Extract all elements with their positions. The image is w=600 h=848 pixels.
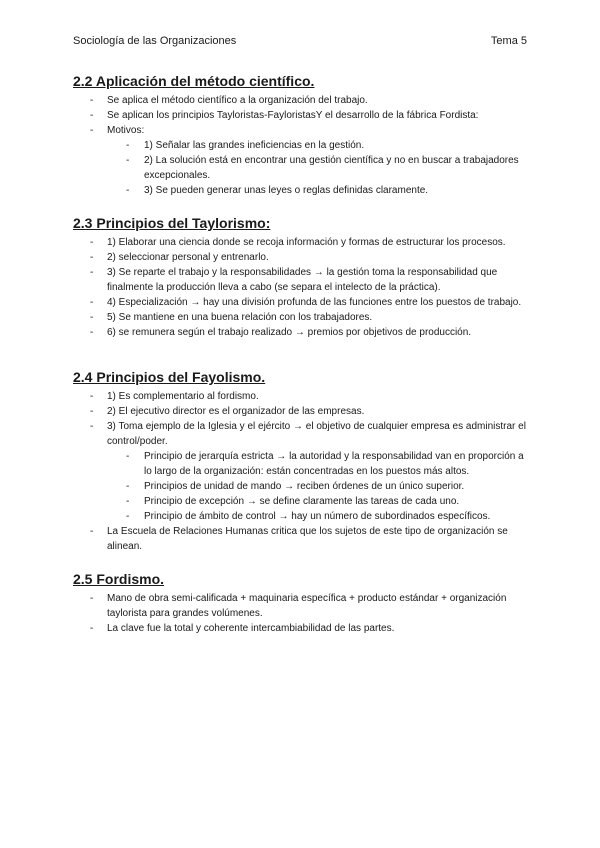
list-item-text: - 1) Elaborar una ciencia donde se recoja información y formas de estructurar los procesos. [107, 237, 506, 248]
section-1 [73, 72, 533, 198]
sub-list-item: - Principio de jerarquía estricta → la autoridad y la responsabilidad van en proporción a lo largo de la organización: están concentradas en los puestos más altos. [107, 449, 533, 479]
section-3 [73, 368, 533, 554]
list-item [73, 93, 533, 108]
list-item [73, 123, 533, 198]
bullet-list [73, 591, 533, 636]
list-item [73, 389, 533, 404]
list-item-text: - 2) seleccionar personal y entrenarlo. [107, 252, 269, 263]
bullet-list [73, 93, 533, 198]
list-item-text: - 3) Se reparte el trabajo y la responsabilidades → la gestión toma la responsabilidad que finalmente la producción lleva a cabo (se separa el intelecto de la práctica). [107, 267, 498, 293]
list-item [73, 419, 533, 524]
list-item [73, 250, 533, 265]
section-heading: 2.4 Principios del Fayolismo. [73, 369, 266, 385]
sub-list-item: - 2) La solución está en encontrar una gestión científica y no en buscar a trabajadores excepcionales. [107, 153, 533, 183]
sub-list-item: - 3) Se pueden generar unas leyes o reglas definidas claramente. [107, 183, 533, 198]
list-item-text: - Mano de obra semi-calificada + maquinaria específica + producto estándar + organización taylorista para grandes volúmenes. [107, 593, 507, 619]
list-item-text: - 2) El ejecutivo director es el organizador de las empresas. [107, 406, 365, 417]
sub-list-item: - Principios de unidad de mando → reciben órdenes de un único superior. [107, 479, 533, 494]
list-item [73, 235, 533, 250]
list-item-text: - 6) se remunera según el trabajo realizado → premios por objetivos de producción. [107, 327, 472, 338]
list-item [73, 325, 533, 340]
section-heading: 2.5 Fordismo. [73, 571, 165, 587]
list-item [73, 524, 533, 554]
sub-bullet-list [107, 138, 533, 198]
list-item-text: - La Escuela de Relaciones Humanas critica que los sujetos de este tipo de organización se alinean. [107, 526, 508, 552]
document-body [73, 72, 533, 652]
list-item-text: - Motivos: [107, 125, 145, 136]
topic-number: Tema 5 [490, 35, 527, 47]
sub-list-item: - 1) Señalar las grandes ineficiencias en la gestión. [107, 138, 533, 153]
list-item-text: - 3) Toma ejemplo de la Iglesia y el ejército → el objetivo de cualquier empresa es administrar el control/poder. [107, 421, 526, 447]
list-item-text: - Se aplica el método científico a la organización del trabajo. [107, 95, 368, 106]
section-4 [73, 570, 533, 636]
course-title: Sociología de las Organizaciones [73, 35, 237, 47]
list-item [73, 310, 533, 325]
sub-list-item: - Principio de ámbito de control → hay un número de subordinados específicos. [107, 509, 533, 524]
list-item-text: - 1) Es complementario al fordismo. [107, 391, 259, 402]
section-heading: 2.2 Aplicación del método científico. [73, 73, 315, 89]
list-item [73, 295, 533, 310]
list-item-text: - 4) Especialización → hay una división profunda de las funciones entre los puestos de trabajo. [107, 297, 522, 308]
sub-bullet-list [107, 449, 533, 524]
sub-list-item: - Principio de excepción → se define claramente las tareas de cada uno. [107, 494, 533, 509]
page-header [73, 35, 527, 47]
bullet-list [73, 389, 533, 554]
list-item-text: - La clave fue la total y coherente intercambiabilidad de las partes. [107, 623, 395, 634]
list-item [73, 621, 533, 636]
section-2 [73, 214, 533, 340]
list-item-text: - Se aplican los principios Tayloristas-FayloristasY el desarrollo de la fábrica Fordista: [107, 110, 479, 121]
list-item [73, 404, 533, 419]
list-item [73, 591, 533, 621]
section-heading: 2.3 Principios del Taylorismo: [73, 215, 271, 231]
bullet-list [73, 235, 533, 340]
list-item [73, 108, 533, 123]
list-item-text: - 5) Se mantiene en una buena relación con los trabajadores. [107, 312, 373, 323]
list-item [73, 265, 533, 295]
